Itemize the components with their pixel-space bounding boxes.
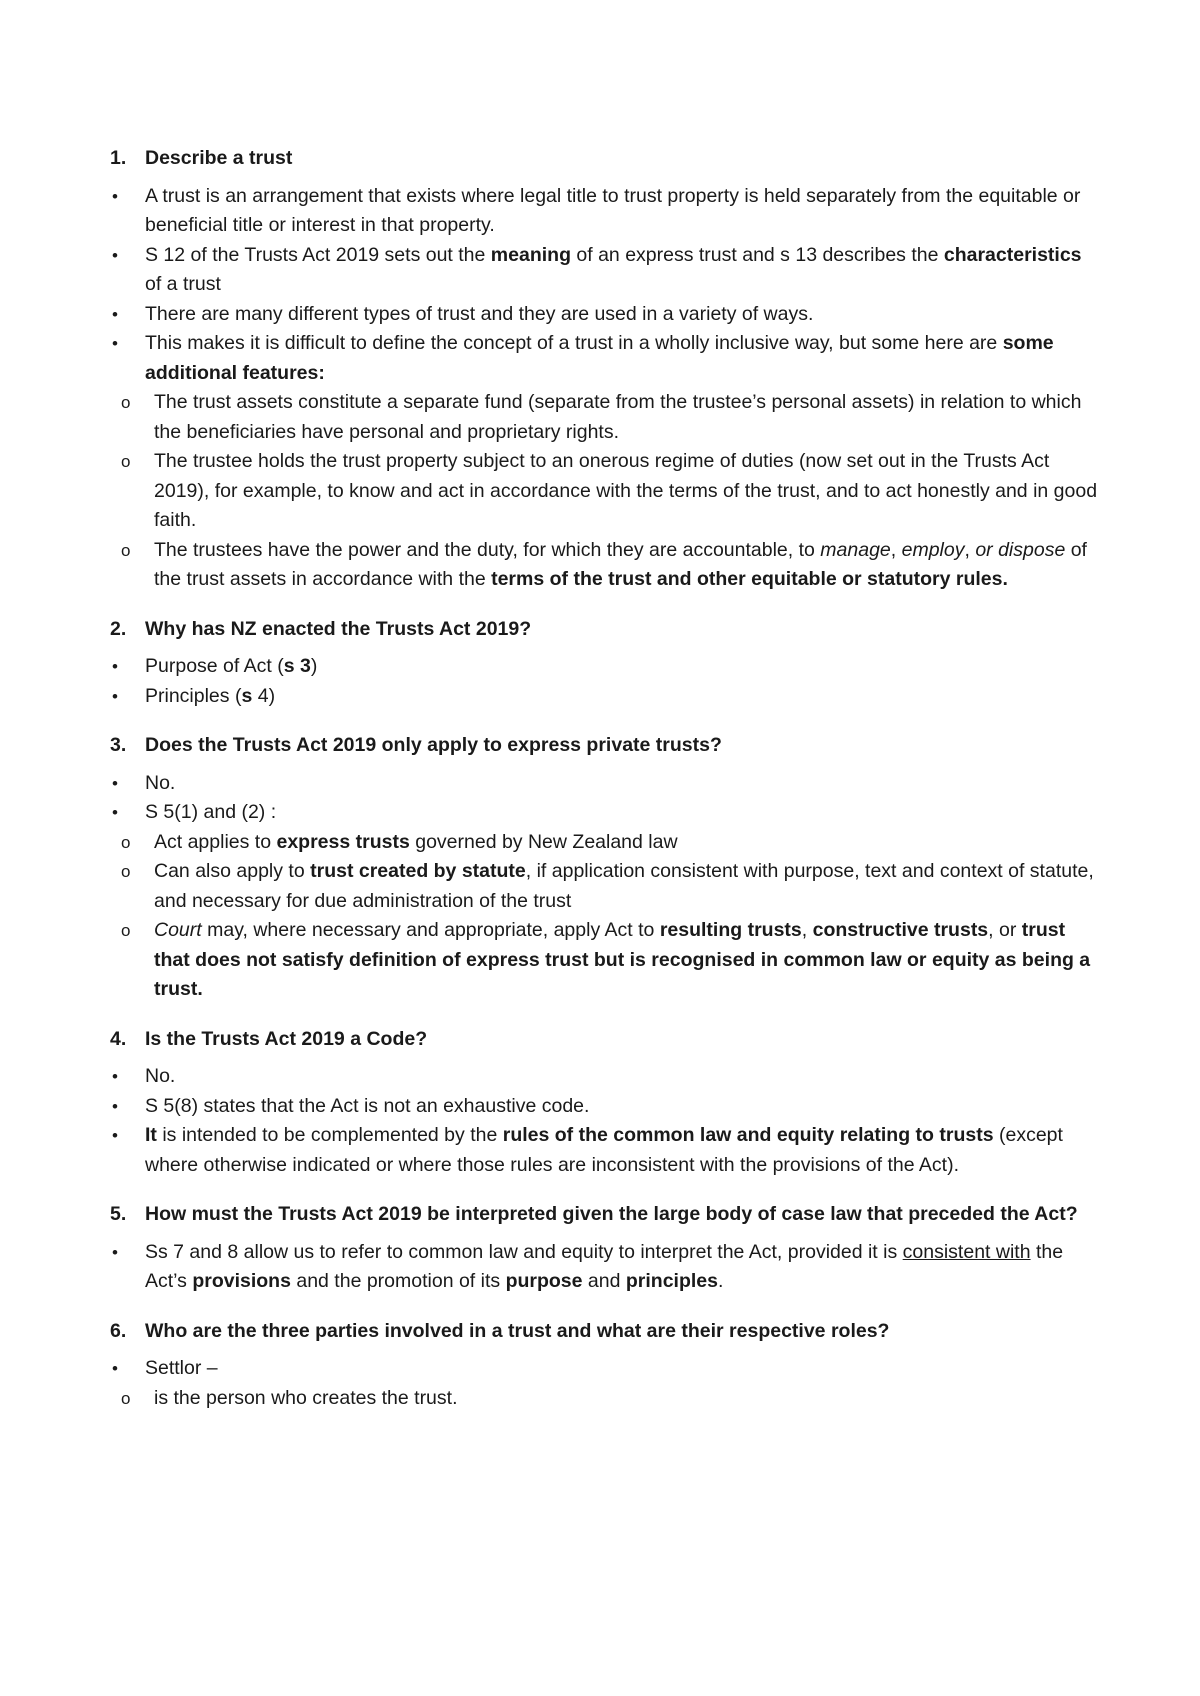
question-title: Does the Trusts Act 2019 only apply to express private trusts? xyxy=(145,734,722,756)
emphasis-text: characteristics xyxy=(943,243,1082,266)
question-title: Describe a trust xyxy=(145,147,293,169)
text-run: , if application consistent with purpose, text and context of statute, and necessary for due administration of the trust xyxy=(154,860,1094,912)
list-item-text: The trustee holds the trust property subject to an onerous regime of duties (now set out in the Trusts Act 2019), for example, to know and act in accordance with the terms of the trust, and to act honestly and in good faith. xyxy=(154,450,1098,531)
sub-list-item xyxy=(110,536,1100,595)
text-run: , xyxy=(801,919,813,941)
question-number: 2. xyxy=(110,617,127,640)
text-run: (except where otherwise indicated or where those rules are inconsistent with the provisions of the Act). xyxy=(145,1124,1063,1176)
text-run: of an express trust and s 13 describes the xyxy=(570,243,944,266)
text-run: 4) xyxy=(252,684,276,707)
list-item-text: Settlor – xyxy=(145,1357,218,1379)
list-item-text: S 5(1) and (2) : xyxy=(145,801,277,823)
text-run: is intended to be complemented by the xyxy=(156,1124,503,1146)
question-title: Who are the three parties involved in a trust and what are their respective roles? xyxy=(145,1319,890,1342)
question-number: 1. xyxy=(110,147,127,169)
question-title: How must the Trusts Act 2019 be interpreted given the large body of case law that preceded the Act? xyxy=(145,1203,1078,1225)
emphasis-text: express trusts xyxy=(276,830,410,853)
section-4 xyxy=(110,1025,1100,1181)
italic-text: manage xyxy=(820,538,891,561)
sub-list-item xyxy=(110,857,1100,916)
emphasis-text: rules of the common law and equity relating to trusts xyxy=(502,1124,994,1146)
text-run: and the promotion of its xyxy=(290,1270,506,1292)
bullet-list xyxy=(110,652,1100,711)
bullet-icon: • xyxy=(112,245,118,265)
sub-bullet-list xyxy=(110,828,1100,1005)
text-run: S 12 of the Trusts Act 2019 sets out the xyxy=(145,243,491,266)
list-item xyxy=(110,1354,1100,1413)
text-run: Principles ( xyxy=(145,684,242,707)
sub-list-item xyxy=(110,1384,1100,1414)
text-run: , xyxy=(890,538,902,561)
sub-list-item xyxy=(110,447,1100,536)
emphasis-text: principles xyxy=(625,1270,718,1292)
sub-list-item xyxy=(110,388,1100,447)
sub-list-item xyxy=(110,916,1100,1005)
text-run: This makes it is difficult to define the concept of a trust in a wholly inclusive way, but some here are xyxy=(145,332,1003,354)
list-item xyxy=(110,300,1100,330)
bullet-list xyxy=(110,769,1100,1005)
bullet-icon: • xyxy=(112,1067,118,1086)
bullet-list xyxy=(110,1238,1100,1297)
question-heading xyxy=(110,615,1100,645)
emphasis-text: purpose xyxy=(505,1270,583,1292)
text-run: , xyxy=(964,538,976,561)
question-title: Is the Trusts Act 2019 a Code? xyxy=(145,1027,428,1050)
list-item-text: S 5(8) states that the Act is not an exhaustive code. xyxy=(145,1094,590,1117)
emphasis-text: constructive trusts xyxy=(812,919,989,941)
list-item-text: is the person who creates the trust. xyxy=(154,1386,458,1409)
italic-text: employ xyxy=(901,538,965,561)
question-number: 5. xyxy=(110,1203,127,1225)
question-heading xyxy=(110,144,1100,174)
list-item xyxy=(110,1092,1100,1122)
emphasis-text: s xyxy=(241,684,253,707)
sub-bullet-icon: o xyxy=(121,1388,131,1408)
sub-bullet-icon: o xyxy=(121,862,131,881)
sub-bullet-list xyxy=(110,1384,1100,1414)
list-item xyxy=(110,798,1100,1005)
section-1 xyxy=(110,144,1100,595)
text-run: Ss 7 and 8 allow us to refer to common law and equity to interpret the Act, provided it is xyxy=(145,1240,903,1263)
text-run: of the trust assets in accordance with the xyxy=(154,538,1087,590)
bullet-icon: • xyxy=(112,304,118,324)
emphasis-text: provisions xyxy=(192,1270,291,1292)
bullet-icon: • xyxy=(112,657,118,676)
bullet-icon: • xyxy=(112,686,118,706)
bullet-list xyxy=(110,182,1100,595)
question-heading xyxy=(110,1317,1100,1347)
sub-bullet-icon: o xyxy=(121,540,131,560)
bullet-list xyxy=(110,1354,1100,1413)
list-item xyxy=(110,329,1100,595)
section-6 xyxy=(110,1317,1100,1414)
question-title: Why has NZ enacted the Trusts Act 2019? xyxy=(145,617,532,640)
text-run: . xyxy=(718,1270,724,1292)
text-run: and xyxy=(582,1270,626,1292)
text-run: of a trust xyxy=(145,273,221,295)
list-item xyxy=(110,241,1100,300)
sub-list-item xyxy=(110,828,1100,858)
list-item-text: A trust is an arrangement that exists where legal title to trust property is held separately from the equitable or beneficial title or interest in that property. xyxy=(145,184,1081,236)
text-run: Purpose of Act ( xyxy=(145,655,284,677)
list-item xyxy=(110,1062,1100,1092)
emphasis-text: trust that does not satisfy definition of express trust but is recognised in common law or equity as being a trust. xyxy=(154,919,1091,1000)
bullet-list xyxy=(110,1062,1100,1180)
question-number: 3. xyxy=(110,734,127,756)
list-item-text: There are many different types of trust and they are used in a variety of ways. xyxy=(145,302,814,325)
sub-bullet-icon: o xyxy=(121,452,131,471)
text-run: Can also apply to xyxy=(154,860,311,882)
emphasis-text: It xyxy=(145,1124,157,1146)
bullet-icon: • xyxy=(112,1359,118,1378)
sub-bullet-icon: o xyxy=(121,832,131,852)
underlined-text: consistent with xyxy=(902,1240,1031,1263)
emphasis-text: some additional features: xyxy=(145,332,1054,384)
italic-text: or dispose xyxy=(975,538,1066,561)
text-run: governed by New Zealand law xyxy=(409,830,678,853)
emphasis-text: resulting trusts xyxy=(659,919,802,941)
bullet-icon: • xyxy=(112,1126,118,1145)
emphasis-text: s 3 xyxy=(283,655,311,677)
section-3 xyxy=(110,731,1100,1005)
question-heading xyxy=(110,731,1100,761)
bullet-icon: • xyxy=(112,803,118,822)
list-item xyxy=(110,682,1100,712)
text-run: , or xyxy=(988,919,1022,941)
italic-text: Court xyxy=(154,919,202,941)
question-heading xyxy=(110,1200,1100,1230)
bullet-icon: • xyxy=(112,773,118,793)
question-number: 4. xyxy=(110,1027,127,1050)
document-body xyxy=(110,144,1100,1433)
bullet-icon: • xyxy=(112,1096,118,1116)
text-run: may, where necessary and appropriate, apply Act to xyxy=(201,919,660,941)
question-number: 6. xyxy=(110,1319,127,1342)
bullet-icon: • xyxy=(112,186,118,206)
text-run: ) xyxy=(310,655,318,677)
list-item xyxy=(110,1238,1100,1297)
text-run: Act applies to xyxy=(154,830,277,853)
section-5 xyxy=(110,1200,1100,1297)
emphasis-text: meaning xyxy=(490,243,571,266)
list-item xyxy=(110,1121,1100,1180)
text-run: the Act’s xyxy=(145,1240,1064,1292)
list-item xyxy=(110,652,1100,682)
sub-bullet-icon: o xyxy=(121,393,131,412)
emphasis-text: trust created by statute xyxy=(310,860,526,882)
list-item xyxy=(110,182,1100,241)
list-item xyxy=(110,769,1100,799)
section-2 xyxy=(110,615,1100,712)
bullet-icon: • xyxy=(112,1242,118,1262)
text-run: The trustees have the power and the duty, for which they are accountable, to xyxy=(154,538,821,561)
emphasis-text: terms of the trust and other equitable or statutory rules. xyxy=(491,568,1008,590)
bullet-icon: • xyxy=(112,334,118,353)
list-item-text: No. xyxy=(145,1065,176,1087)
sub-bullet-list xyxy=(110,388,1100,595)
list-item-text: No. xyxy=(145,771,176,794)
sub-bullet-icon: o xyxy=(121,921,131,940)
question-heading xyxy=(110,1025,1100,1055)
list-item-text: The trust assets constitute a separate fund (separate from the trustee’s personal assets) in relation to which the beneficiaries have personal and proprietary rights. xyxy=(154,391,1082,443)
